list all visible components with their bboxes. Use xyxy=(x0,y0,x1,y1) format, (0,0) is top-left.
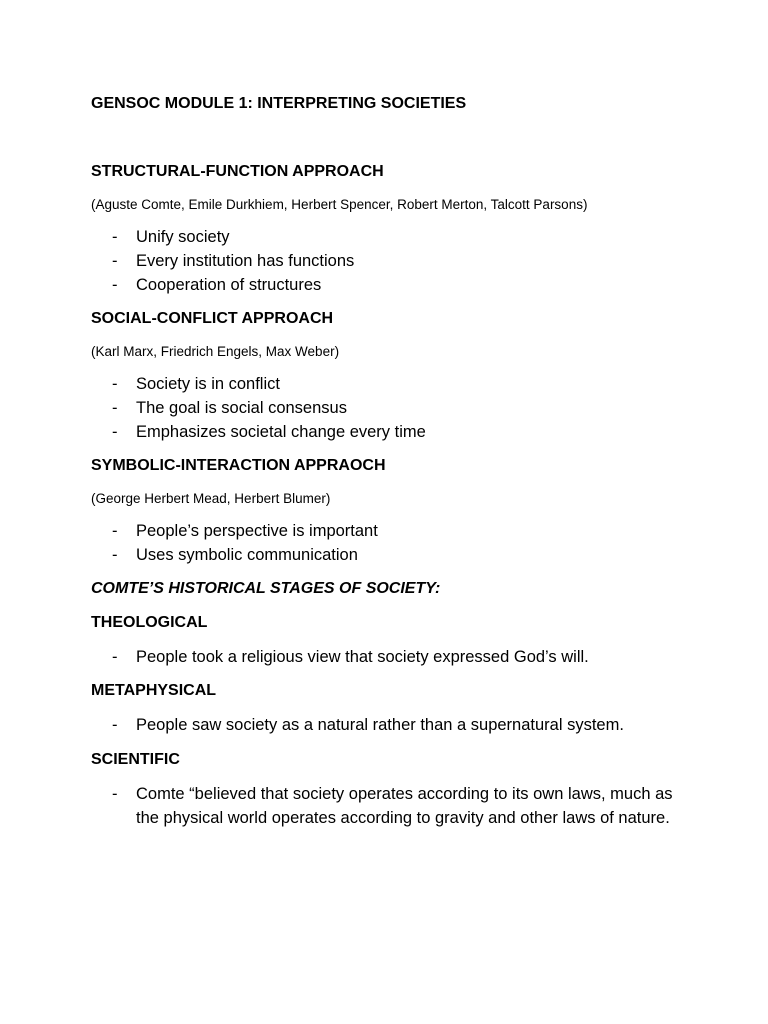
bullet-list-scientific xyxy=(91,782,691,830)
stage-heading-theological: THEOLOGICAL xyxy=(91,614,208,631)
bullet-list-structural-function xyxy=(91,225,691,297)
list-item xyxy=(91,645,691,669)
stage-heading-metaphysical: METAPHYSICAL xyxy=(91,682,217,699)
section-heading-structural-function: STRUCTURAL-FUNCTION APPROACH xyxy=(91,163,384,180)
dash-marker: - xyxy=(112,228,118,246)
list-item-text: People saw society as a natural rather than a supernatural system. xyxy=(136,716,624,734)
list-item xyxy=(91,372,691,396)
dash-marker: - xyxy=(112,522,118,540)
list-item-text: Comte “believed that society operates according to its own laws, much as the physical world operates according to gravity and other laws of nature. xyxy=(136,785,673,827)
list-item-text: Society is in conflict xyxy=(136,375,280,393)
list-item xyxy=(91,420,691,444)
section-heading-social-conflict: SOCIAL-CONFLICT APPROACH xyxy=(91,310,334,327)
list-item-text: Unify society xyxy=(136,228,230,246)
section-authors-structural-function: (Aguste Comte, Emile Durkhiem, Herbert Spencer, Robert Merton, Talcott Parsons) xyxy=(91,197,588,212)
list-item-text: Uses symbolic communication xyxy=(136,546,358,564)
document-title: GENSOC MODULE 1: INTERPRETING SOCIETIES xyxy=(91,95,467,112)
comte-stages-heading: COMTE’S HISTORICAL STAGES OF SOCIETY: xyxy=(91,580,441,597)
dash-marker: - xyxy=(112,276,118,294)
section-authors-symbolic-interaction: (George Herbert Mead, Herbert Blumer) xyxy=(91,491,331,506)
list-item xyxy=(91,225,691,249)
list-item xyxy=(91,249,691,273)
section-heading-symbolic-interaction: SYMBOLIC-INTERACTION APPRAOCH xyxy=(91,457,386,474)
dash-marker: - xyxy=(112,252,118,270)
list-item-text: People took a religious view that society expressed God’s will. xyxy=(136,648,589,666)
list-item-text: Cooperation of structures xyxy=(136,276,322,294)
dash-marker: - xyxy=(112,399,118,417)
list-item xyxy=(91,782,691,830)
list-item xyxy=(91,273,691,297)
dash-marker: - xyxy=(112,375,118,393)
list-item-text: The goal is social consensus xyxy=(136,399,347,417)
bullet-list-symbolic-interaction xyxy=(91,519,691,567)
dash-marker: - xyxy=(112,785,118,803)
stage-heading-scientific: SCIENTIFIC xyxy=(91,751,180,768)
bullet-list-social-conflict xyxy=(91,372,691,444)
bullet-list-theological xyxy=(91,645,691,669)
dash-marker: - xyxy=(112,716,118,734)
bullet-list-metaphysical xyxy=(91,713,691,737)
list-item xyxy=(91,543,691,567)
list-item xyxy=(91,713,691,737)
list-item-text: Emphasizes societal change every time xyxy=(136,423,426,441)
dash-marker: - xyxy=(112,648,118,666)
list-item-text: People’s perspective is important xyxy=(136,522,378,540)
list-item xyxy=(91,519,691,543)
list-item-text: Every institution has functions xyxy=(136,252,355,270)
dash-marker: - xyxy=(112,423,118,441)
section-authors-social-conflict: (Karl Marx, Friedrich Engels, Max Weber) xyxy=(91,344,340,359)
dash-marker: - xyxy=(112,546,118,564)
list-item xyxy=(91,396,691,420)
